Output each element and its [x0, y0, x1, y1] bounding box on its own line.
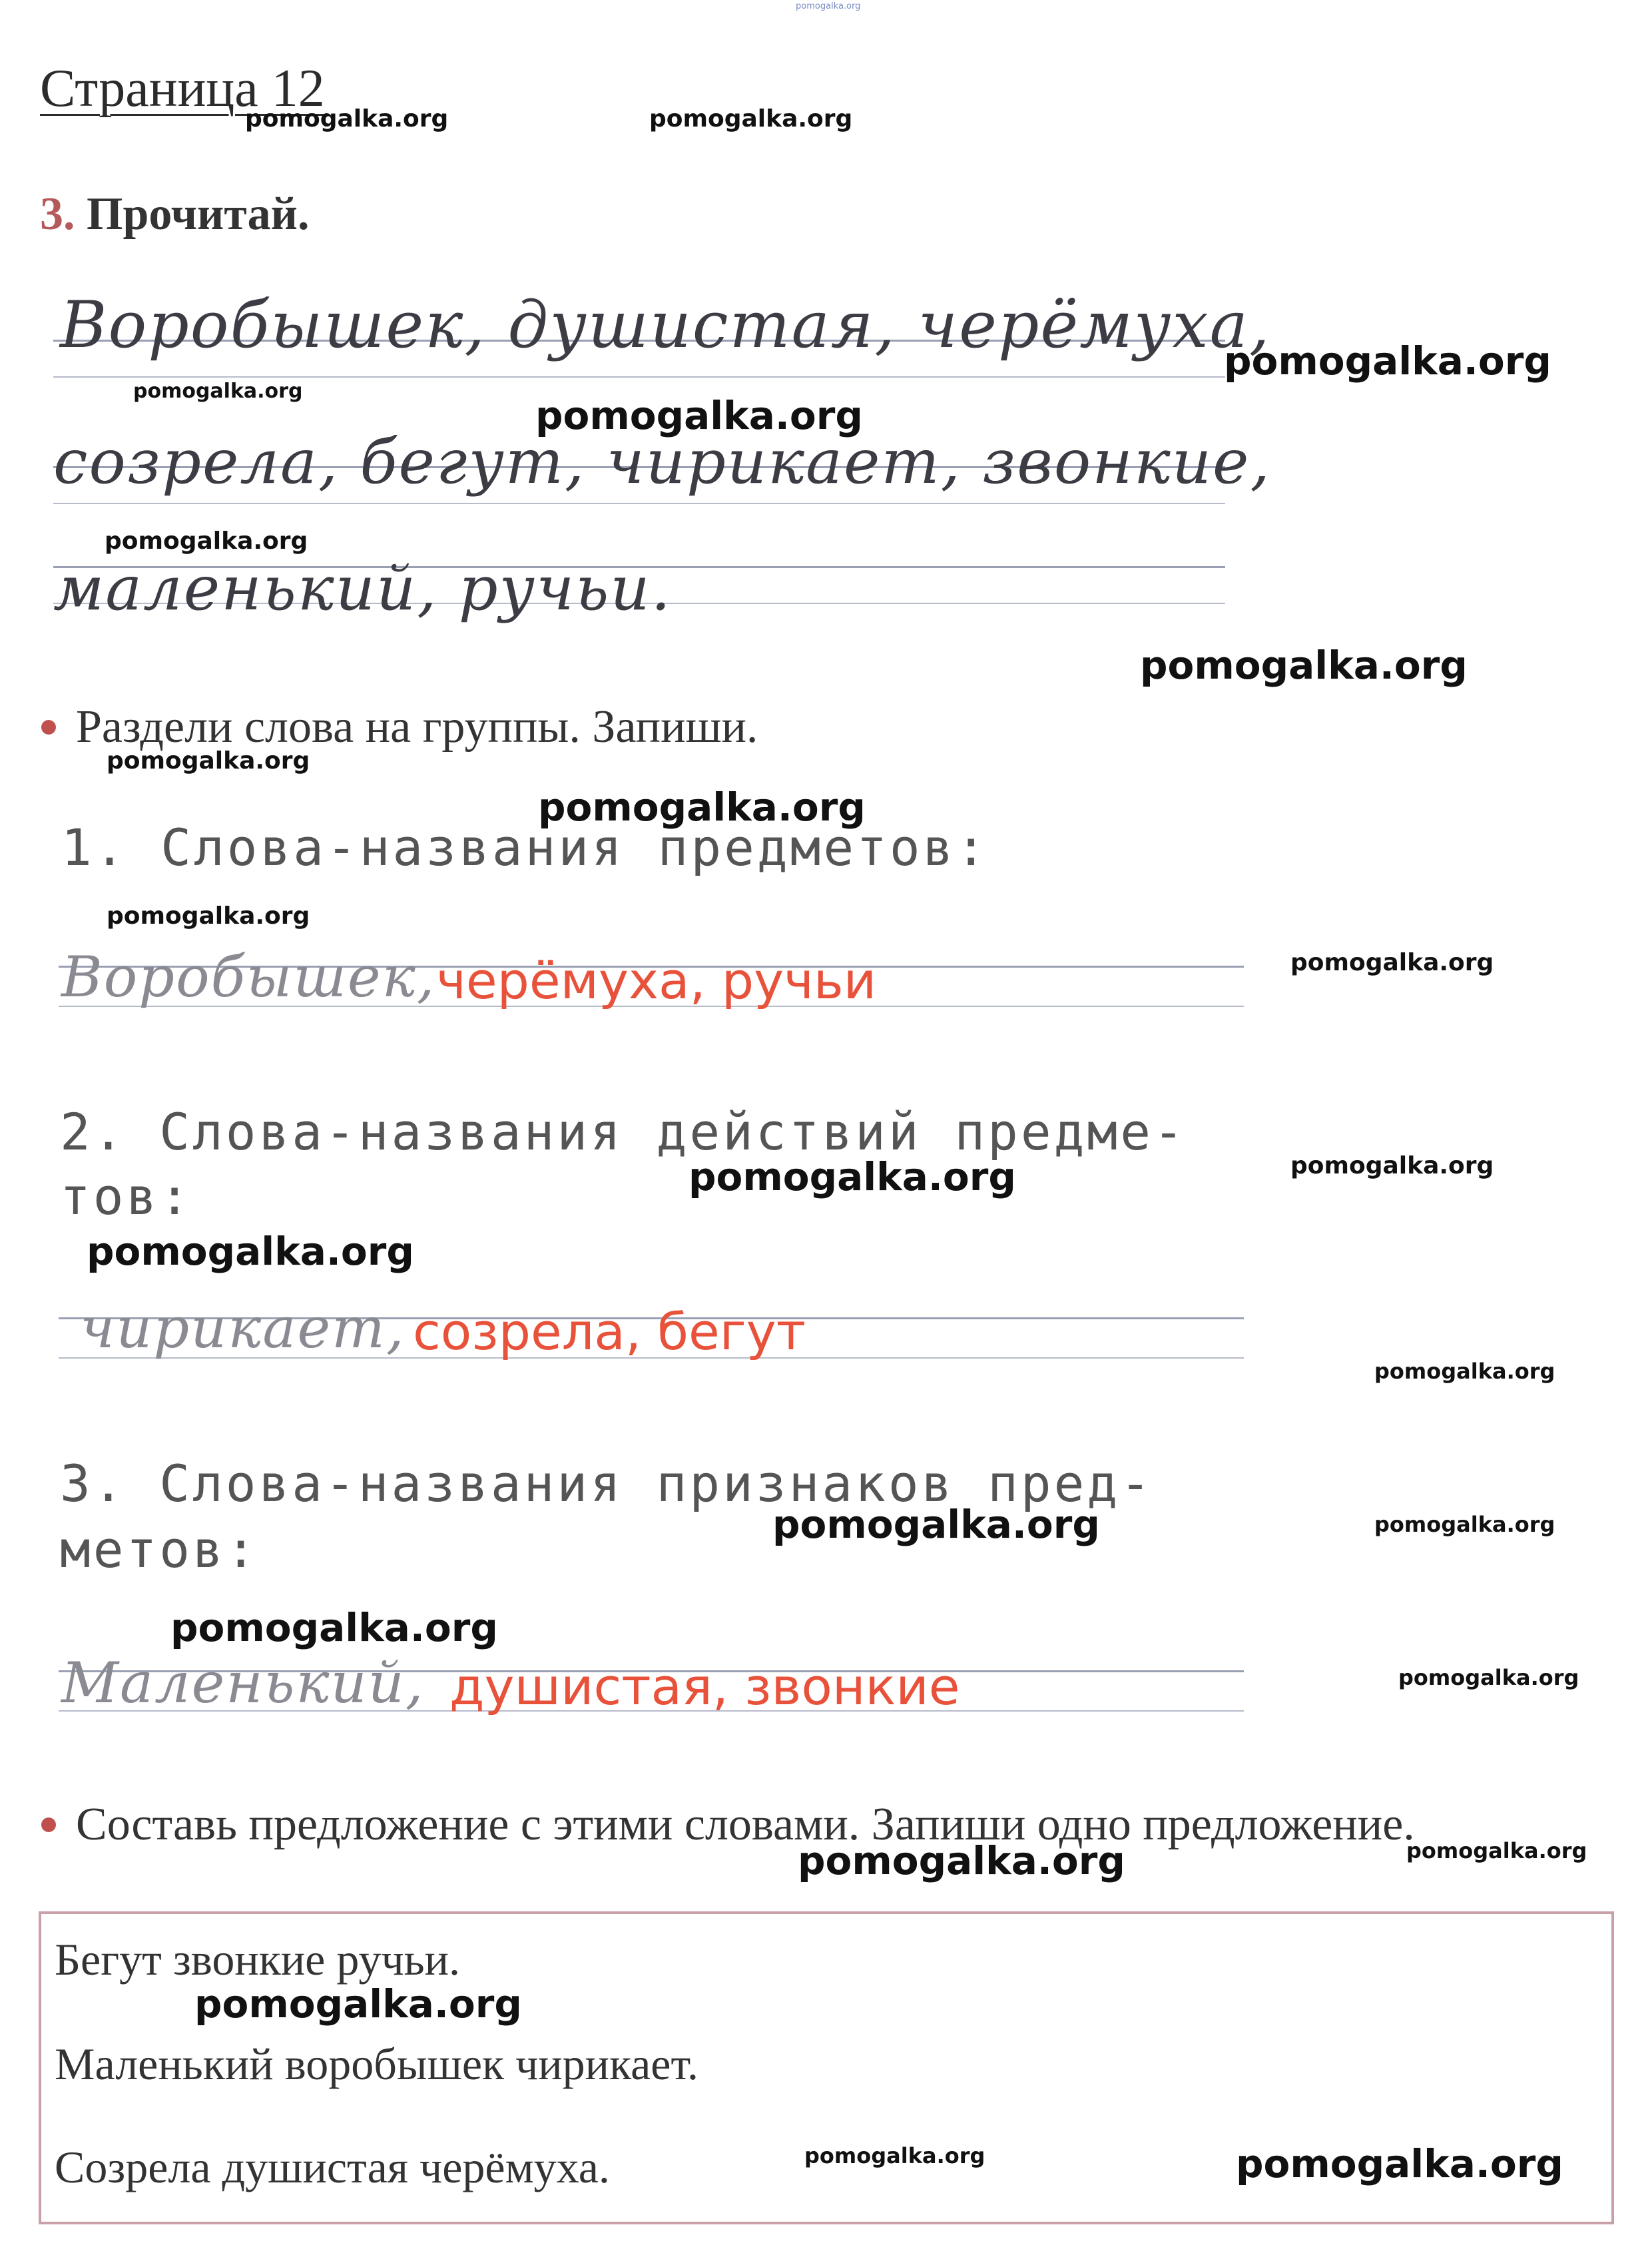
watermark: pomogalka.org — [804, 2143, 985, 2168]
watermark: pomogalka.org — [170, 1605, 498, 1650]
instruction-split — [41, 701, 758, 754]
page-title: Страница 12 — [40, 59, 325, 118]
bullet-icon — [41, 1817, 56, 1832]
watermark: pomogalka.org — [1224, 338, 1551, 384]
guide-line — [53, 376, 1225, 378]
group-1-heading: 1. Слова-названия предметов: — [61, 818, 989, 877]
watermark: pomogalka.org — [1140, 643, 1468, 688]
group-2-sample: чирикает, — [80, 1295, 406, 1361]
answer-sentence-3: Созрела душистая черёмуха. — [55, 2142, 610, 2192]
watermark: pomogalka.org — [796, 1, 861, 11]
group-1-answer: черёмуха, ручьи — [436, 951, 877, 1010]
watermark: pomogalka.org — [245, 105, 449, 133]
instruction-compose-text: Составь предложение с этими словами. Запиши одно предложение. — [76, 1799, 1415, 1850]
group-3-heading: 3. Слова-названия признаков пред- — [60, 1454, 1153, 1513]
task-number: 3. — [40, 188, 75, 240]
group-2-answer: созрела, бегут — [413, 1302, 806, 1361]
watermark: pomogalka.org — [1290, 1152, 1494, 1179]
guide-line — [53, 503, 1225, 504]
watermark: pomogalka.org — [87, 1229, 414, 1274]
watermark: pomogalka.org — [798, 1838, 1125, 1883]
watermark: pomogalka.org — [538, 785, 866, 830]
watermark: pomogalka.org — [1374, 1359, 1555, 1384]
task-text: Прочитай. — [87, 188, 310, 240]
group-2-heading-cont: тов: — [60, 1167, 193, 1226]
watermark: pomogalka.org — [107, 747, 310, 775]
reading-line-1: Воробышек, душистая, черёмуха, — [60, 288, 1271, 362]
group-1-sample: Воробышек, — [61, 944, 436, 1010]
reading-line-3: маленький, ручьи. — [53, 553, 672, 624]
task-heading — [40, 188, 309, 241]
watermark: pomogalka.org — [107, 902, 310, 930]
watermark: pomogalka.org — [688, 1154, 1016, 1199]
watermark: pomogalka.org — [535, 393, 863, 438]
group-3-heading-cont: метов: — [60, 1520, 259, 1579]
watermark: pomogalka.org — [772, 1502, 1100, 1547]
group-3-sample: Маленький, — [61, 1650, 425, 1716]
answer-sentence-1: Бегут звонкие ручьи. — [55, 1934, 461, 1985]
watermark: pomogalka.org — [1398, 1665, 1579, 1690]
instruction-compose — [41, 1798, 1415, 1851]
watermark: pomogalka.org — [133, 380, 303, 403]
watermark: pomogalka.org — [194, 1981, 522, 2027]
watermark: pomogalka.org — [1236, 2141, 1563, 2186]
group-3-answer: душистая, звонкие — [449, 1657, 960, 1716]
group-2-heading: 2. Слова-названия действий предме- — [60, 1102, 1187, 1161]
instruction-split-text: Раздели слова на группы. Запиши. — [76, 701, 758, 753]
watermark: pomogalka.org — [1290, 949, 1494, 976]
reading-line-2: созрела, бегут, чирикает, звонкие, — [53, 426, 1271, 497]
watermark: pomogalka.org — [1374, 1512, 1555, 1537]
answer-sentence-2: Маленький воробышек чирикает. — [55, 2039, 699, 2089]
watermark: pomogalka.org — [1406, 1838, 1587, 1863]
bullet-icon — [41, 720, 56, 735]
watermark: pomogalka.org — [105, 527, 308, 555]
watermark: pomogalka.org — [649, 105, 853, 133]
